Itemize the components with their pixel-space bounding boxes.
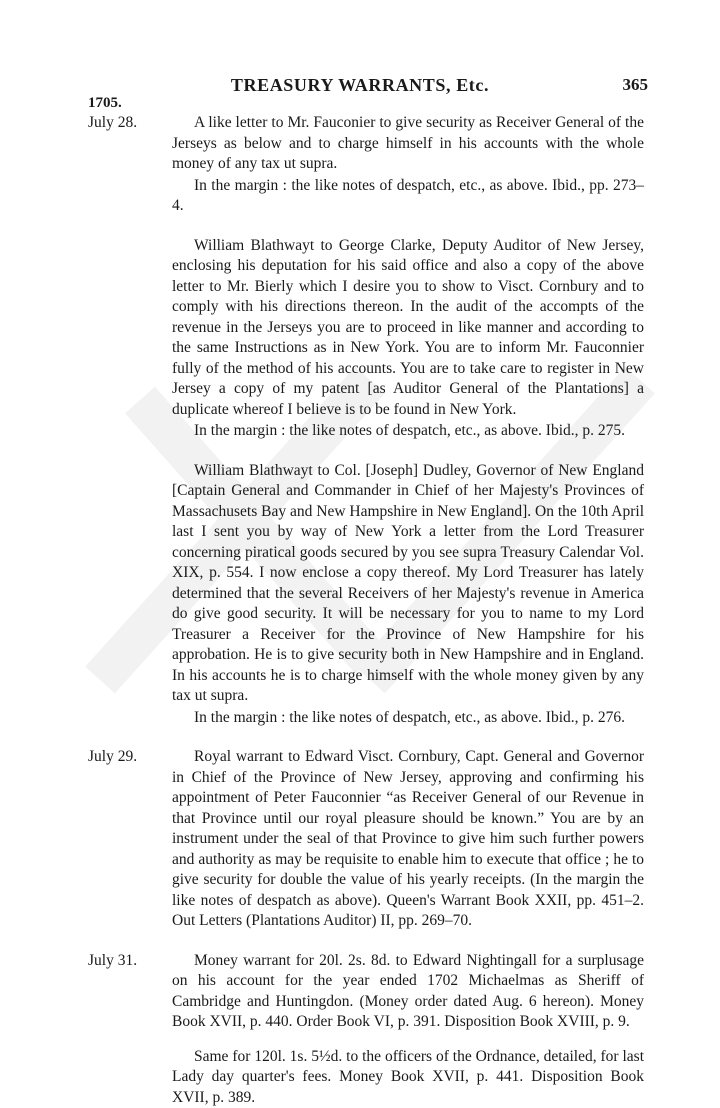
entry-date: July 29. <box>88 747 168 768</box>
entry-paragraph: A like letter to Mr. Fauconier to give security as Receiver General of the Jerseys as below and to charge himself in his accounts with the whole money of any tax ut supra. <box>172 113 644 175</box>
entry-date: July 31. <box>88 951 168 972</box>
entry-paragraph: Same for 120l. 1s. 5½d. to the officers of the Ordnance, detailed, for last Lady day quarter's fees. Money Book XVII, p. 441. Disposition Book XVII, p. 389. <box>172 1047 644 1108</box>
entry-paragraph: William Blathwayt to Col. [Joseph] Dudley, Governor of New England [Captain General and Commander in Chief of her Majesty's Provinces of Massachusets Bay and New Hampshire in New England]. On the 10th April last I sent you by way of New York a letter from the Lord Treasurer concerning piratical goods secured by you see supra Treasury Calendar Vol. XIX, p. 554. I now enclose a copy thereof. My Lord Treasurer has lately determined that the several Receivers of her Majesty's revenue in America do give good security. It will be necessary for you to name to my Lord Treasurer a Receiver for the Province of New Hampshire for his approbation. He is to give security both in New Hampshire and in England. In his accounts he is to charge himself with the whole money given by any tax ut supra. <box>172 461 644 707</box>
year-marker: 1705. <box>88 95 122 112</box>
entries <box>0 113 720 1108</box>
page-number: 365 <box>623 75 649 95</box>
entry-paragraph: Money warrant for 20l. 2s. 8d. to Edward Nightingall for a surplusage on his account for the year ended 1702 Michaelmas as Sheriff of Cambridge and Huntingdon. (Money order dated Aug. 6 hereon). Money Book XVII, p. 440. Order Book VI, p. 391. Disposition Book XVIII, p. 9. <box>172 951 644 1033</box>
entry-july-28 <box>0 113 720 728</box>
entry-paragraph: William Blathwayt to George Clarke, Deputy Auditor of New Jersey, enclosing his deputation for his said office and also a copy of the above letter to Mr. Bierly which I desire you to show to Visct. Cornbury and to comply with his directions thereon. In the audit of the accompts of the revenue in the Jerseys you are to proceed in like manner and according to the same Instructions as in New York. You are to inform Mr. Fauconnier fully of the method of his accounts. You are to take care to register in New Jersey a copy of my patent [as Auditor General of the Plantations] a duplicate whereof I believe is to be found in New York. <box>172 236 644 421</box>
running-title: TREASURY WARRANTS, Etc. <box>0 75 720 96</box>
margin-note: In the margin : the like notes of despatch, etc., as above. Ibid., pp. 273–4. <box>172 176 644 217</box>
margin-note: In the margin : the like notes of despatch, etc., as above. Ibid., p. 276. <box>172 708 644 729</box>
entry-date: July 28. <box>88 113 168 134</box>
margin-note: In the margin : the like notes of despatch, etc., as above. Ibid., p. 275. <box>172 421 644 442</box>
entry-july-31 <box>0 951 720 1108</box>
entry-paragraph: Royal warrant to Edward Visct. Cornbury, Capt. General and Governor in Chief of the Province of New Jersey, approving and confirming his appointment of Peter Fauconnier “as Receiver General of our Revenue in that Province until our royal pleasure should be known.” You are by an instrument under the seal of that Province to give him such further powers and authority as may be requisite to enable him to execute that office ; he to give security for double the value of his yearly receipts. (In the margin the like notes of despatch as above). Queen's Warrant Book XXII, pp. 451–2. Out Letters (Plantations Auditor) II, pp. 269–70. <box>172 747 644 932</box>
entry-july-29 <box>0 747 720 932</box>
